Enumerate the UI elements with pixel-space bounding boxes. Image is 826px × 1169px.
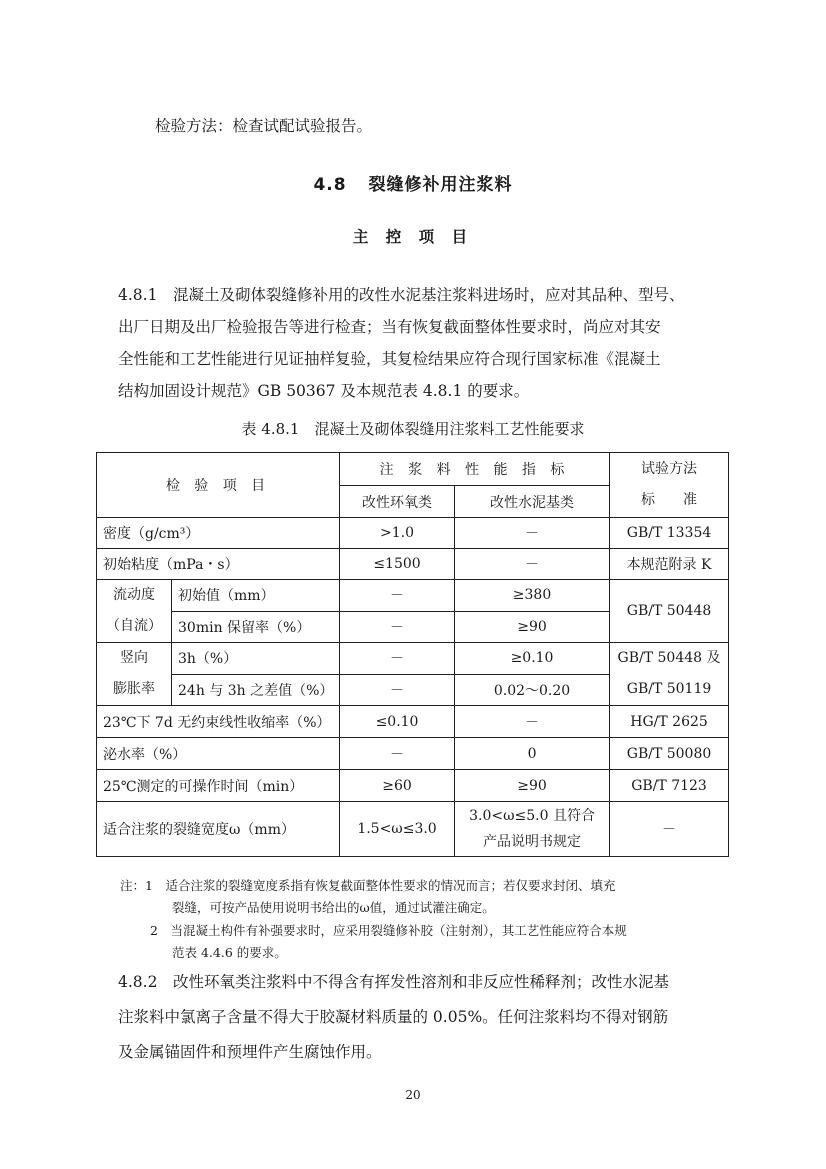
header-item: 检 验 项 目 <box>97 453 340 518</box>
cell-epoxy: 1.5<ω≤3.0 <box>340 802 455 857</box>
cell-epoxy: － <box>340 674 455 706</box>
note-2-line-2: 范表 4.4.6 的要求。 <box>172 945 287 960</box>
cell-cement: ≥0.10 <box>455 643 610 675</box>
inspection-method-line: 检验方法：检查试配试验报告。 <box>155 117 373 135</box>
row-label: 泌水率（%） <box>97 738 340 770</box>
cell-cement: 0.02～0.20 <box>455 674 610 706</box>
row-label: 适合注浆的裂缝宽度ω（mm） <box>97 802 340 857</box>
row-label: 密度（g/cm³） <box>97 518 340 549</box>
cell-epoxy: － <box>340 738 455 770</box>
section-title-text: 裂缝修补用注浆料 <box>368 175 513 195</box>
method-line: GB/T 50448 及 <box>617 650 721 666</box>
cell-cement: ≥90 <box>455 770 610 802</box>
cell-epoxy: ≤1500 <box>340 549 455 580</box>
clause-line: 4.8.1 混凝土及砌体裂缝修补用的改性水泥基注浆料进场时，应对其品种、型号、 <box>118 286 685 304</box>
cell-cement: － <box>455 706 610 738</box>
note-2-line-1: 2 当混凝土构件有补强要求时，应采用裂缝修补胶（注射剂），其工艺性能应符合本规 <box>150 923 627 938</box>
header-method-line1: 试验方法 <box>641 461 698 477</box>
row-label: 25℃测定的可操作时间（min） <box>97 770 340 802</box>
group-label-line: 竖向 <box>120 650 148 666</box>
cell-epoxy: ≥60 <box>340 770 455 802</box>
table-row <box>97 770 729 802</box>
cell-method: GB/T 13354 <box>610 518 729 549</box>
cell-cement <box>455 802 610 857</box>
table-row <box>97 518 729 549</box>
clause-line: 4.8.2 改性环氧类注浆料中不得含有挥发性溶剂和非反应性稀释剂；改性水泥基 <box>118 973 669 991</box>
note-1-line-2: 裂缝，可按产品使用说明书给出的ω值，通过试灌注确定。 <box>172 900 495 915</box>
clause-line: 注浆料中氯离子含量不得大于胶凝材料质量的 0.05%。任何注浆料均不得对钢筋 <box>118 1008 669 1026</box>
header-method-line2: 标 准 <box>641 492 698 508</box>
group-label-line: 膨胀率 <box>113 681 155 697</box>
table-row <box>97 549 729 580</box>
cement-line: 3.0<ω≤5.0 且符合 <box>469 808 595 824</box>
group-label-fluidity <box>97 580 172 643</box>
cell-cement: － <box>455 518 610 549</box>
table-row <box>97 643 729 675</box>
row-label: 30min 保留率（%） <box>172 611 340 643</box>
row-label: 3h（%） <box>172 643 340 675</box>
group-label-expansion <box>97 643 172 706</box>
section-title <box>0 170 826 195</box>
table-row <box>97 802 729 857</box>
cell-cement: ≥380 <box>455 580 610 612</box>
clause-line: 结构加固设计规范》GB 50367 及本规范表 4.8.1 的要求。 <box>118 382 530 400</box>
cell-epoxy: － <box>340 643 455 675</box>
page-number: 20 <box>405 1088 421 1102</box>
cell-method: GB/T 50448 <box>610 580 729 643</box>
cell-method: － <box>610 802 729 857</box>
header-cement: 改性水泥基类 <box>455 486 610 518</box>
section-number: 4.8 <box>313 175 347 195</box>
performance-table <box>96 452 729 857</box>
subsection-title: 主 控 项 目 <box>352 228 474 246</box>
cell-epoxy: － <box>340 611 455 643</box>
table-row <box>97 580 729 612</box>
cell-method: GB/T 7123 <box>610 770 729 802</box>
cell-epoxy: >1.0 <box>340 518 455 549</box>
clause-line: 出厂日期及出厂检验报告等进行检查；当有恢复截面整体性要求时，尚应对其安 <box>118 318 661 336</box>
header-method <box>610 453 729 518</box>
row-label: 初始粘度（mPa・s） <box>97 549 340 580</box>
cell-epoxy: ≤0.10 <box>340 706 455 738</box>
cell-cement: 0 <box>455 738 610 770</box>
cell-cement: － <box>455 549 610 580</box>
method-line: GB/T 50119 <box>626 681 712 697</box>
header-epoxy: 改性环氧类 <box>340 486 455 518</box>
cell-method: HG/T 2625 <box>610 706 729 738</box>
row-label: 24h 与 3h 之差值（%） <box>172 674 340 706</box>
row-label: 初始值（mm） <box>172 580 340 612</box>
group-label-line: 流动度 <box>113 587 155 603</box>
clause-line: 全性能和工艺性能进行见证抽样复验，其复检结果应符合现行国家标准《混凝土 <box>118 350 661 368</box>
table-header-row <box>97 453 729 486</box>
cement-line: 产品说明书规定 <box>483 834 582 850</box>
cell-method: GB/T 50080 <box>610 738 729 770</box>
header-performance-group: 注 浆 料 性 能 指 标 <box>340 453 610 486</box>
table-row <box>97 738 729 770</box>
cell-cement: ≥90 <box>455 611 610 643</box>
note-1-line-1: 注：1 适合注浆的裂缝宽度系指有恢复截面整体性要求的情况而言；若仅要求封闭、填充 <box>120 878 616 893</box>
table-caption: 表 4.8.1 混凝土及砌体裂缝用注浆料工艺性能要求 <box>241 420 585 438</box>
table-row <box>97 706 729 738</box>
clause-line: 及金属锚固件和预埋件产生腐蚀作用。 <box>118 1043 382 1061</box>
group-label-line: （自流） <box>106 618 162 634</box>
row-label: 23℃下 7d 无约束线性收缩率（%） <box>97 706 340 738</box>
cell-epoxy: － <box>340 580 455 612</box>
cell-method: 本规范附录 K <box>610 549 729 580</box>
cell-method <box>610 643 729 706</box>
